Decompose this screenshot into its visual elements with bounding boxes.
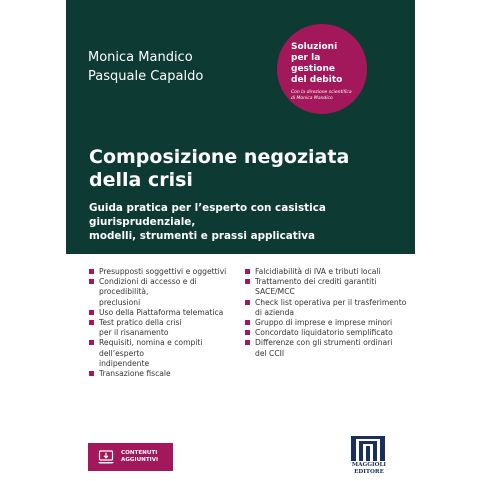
topic-line: Uso della Piattaforma telematica [99, 307, 224, 317]
bullet-square-icon [89, 310, 94, 315]
topic-item [244, 277, 409, 297]
author-1: Monica Mandico [88, 50, 193, 65]
topic-line: Transazione fiscale [99, 369, 171, 379]
badge-line: AGGIUNTIVI [121, 457, 159, 463]
topic-line: Presupposti soggettivi e oggettivi [99, 267, 227, 276]
bullet-square-icon [245, 340, 250, 345]
bullet-square-icon [89, 269, 94, 274]
topic-item [88, 318, 238, 338]
badge-line: CONTENUTI [121, 450, 158, 456]
series-title [291, 42, 361, 86]
topic-line: del CCII [255, 348, 285, 358]
topic-line: Gruppo di imprese e imprese minori [255, 318, 393, 328]
topic-line: Trattamento dei crediti garantiti [255, 277, 377, 287]
series-title-line: del debito [291, 75, 343, 85]
authors [88, 48, 203, 86]
topic-line: preclusioni [99, 297, 141, 307]
bullet-square-icon [89, 320, 94, 325]
topic-item [244, 338, 409, 358]
book-cover [66, 0, 415, 481]
publisher-logo [349, 436, 387, 476]
publisher-line: EDITORE [354, 468, 384, 475]
author-2: Pasquale Capaldo [88, 69, 204, 84]
publisher-name [349, 462, 389, 475]
topic-line: Differenze con gli strumenti ordinari [255, 338, 393, 348]
topic-item [88, 369, 238, 379]
series-title-line: per la gestione [291, 53, 335, 74]
series-note [291, 90, 361, 102]
topic-line: indipendente [99, 358, 150, 368]
topics-list-left [88, 267, 238, 379]
book-subtitle-line: modelli, strumenti e prassi applicativa [89, 230, 316, 242]
topic-line: Check list operativa per il trasferimento [255, 297, 407, 307]
topics-list-right [244, 267, 409, 359]
topic-item [88, 308, 238, 318]
series-badge [277, 24, 367, 114]
bullet-square-icon [89, 340, 94, 345]
book-subtitle [89, 201, 409, 243]
topic-item [244, 267, 409, 277]
bullet-square-icon [245, 330, 250, 335]
topic-line: SACE/MCC [255, 287, 295, 297]
download-laptop-icon [97, 448, 115, 466]
bullet-square-icon [245, 279, 250, 284]
topic-item [244, 328, 409, 338]
topic-item [244, 298, 409, 318]
topic-line: Concordato liquidatorio semplificato [255, 328, 393, 338]
topic-line: di azienda [255, 307, 295, 317]
topic-line: Requisiti, nomina e compiti dell’esperto [99, 338, 203, 358]
bullet-square-icon [89, 371, 94, 376]
series-title-line: Soluzioni [291, 42, 338, 52]
maggioli-logo-icon [351, 436, 385, 461]
contenuti-aggiuntivi-badge [88, 443, 173, 471]
bullet-square-icon [245, 320, 250, 325]
book-title-line: Composizione negoziata [89, 146, 350, 168]
series-note-line: Con la direzione scientifica [291, 90, 352, 95]
topic-item [244, 318, 409, 328]
publisher-line: MAGGIOLI [351, 462, 387, 468]
topic-line: per il risanamento [99, 328, 169, 338]
book-title-line: della crisi [89, 169, 193, 191]
bullet-square-icon [89, 279, 94, 284]
cover-header [66, 0, 415, 254]
topic-item [88, 338, 238, 369]
topic-line: Condizioni di accesso e di procedibilità, [99, 277, 197, 297]
bullet-square-icon [245, 300, 250, 305]
series-note-line: di Monica Mandico [291, 96, 333, 101]
topic-item [88, 277, 238, 308]
contenuti-aggiuntivi-label [121, 450, 173, 464]
bullet-square-icon [245, 269, 250, 274]
topic-item [88, 267, 238, 277]
book-title [89, 146, 409, 192]
topic-line: Falcidiabilità di IVA e tributi locali [255, 267, 381, 276]
topic-line: Test pratico della crisi [99, 318, 182, 328]
book-subtitle-line: Guida pratica per l’esperto con casistica giurisprudenziale, [89, 202, 326, 228]
